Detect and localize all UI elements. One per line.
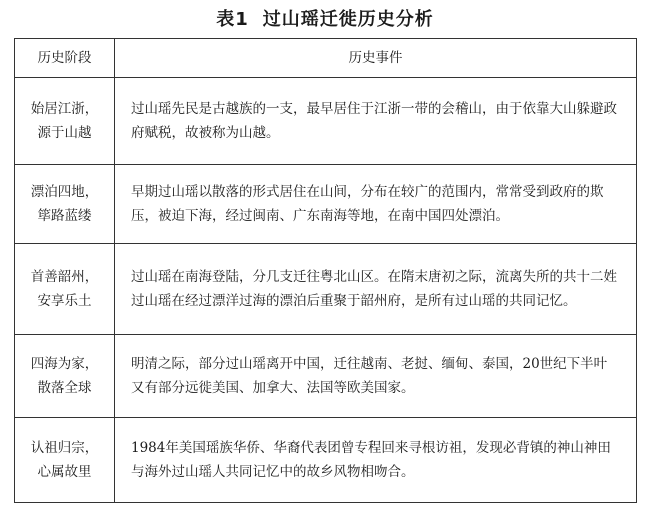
stage-line: 漂泊四地， [30,184,99,200]
table-row [15,418,637,503]
table-caption: 过山瑶迁徙历史分析 [262,9,434,30]
stage-line: 认祖归宗， [30,440,99,456]
stage-line: 始居江浙， [30,101,99,117]
stage-line: 四海为家， [30,356,99,372]
event-cell [115,244,637,335]
table-row [15,165,637,244]
table-number: 表1 [216,9,249,30]
stage-cell [15,335,115,418]
stage-line: 安享乐土 [37,293,92,309]
stage-line: 首善韶州， [30,269,99,285]
stage-cell [15,165,115,244]
event-cell [115,165,637,244]
table-row [15,78,637,165]
event-text: 早期过山瑶以散落的形式居住在山间，分布在较广的范围内，常常受到政府的欺压，被迫下海，经过闽南、广东南海等地，在南中国四处漂泊。 [131,184,604,224]
event-text: 过山瑶在南海登陆，分几支迁往粤北山区。在隋末唐初之际，流离失所的共十二姓过山瑶在经过漂洋过海的漂泊后重聚于韶州府，是所有过山瑶的共同记忆。 [131,269,617,309]
event-text: 过山瑶先民是古越族的一支，最早居住于江浙一带的会稽山，由于依靠大山躲避政府赋税，故被称为山越。 [131,101,617,141]
stage-line: 源于山越 [37,125,92,141]
event-text: 1984年美国瑶族华侨、华裔代表团曾专程回来寻根访祖，发现必背镇的神山神田与海外过山瑶人共同记忆中的故乡风物相吻合。 [131,440,611,480]
migration-history-table [14,38,637,503]
table-title [0,8,650,32]
event-cell [115,418,637,503]
stage-line: 散落全球 [37,380,92,396]
stage-line: 筚路蓝缕 [37,208,92,224]
event-cell [115,78,637,165]
stage-cell [15,78,115,165]
header-stage: 历史阶段 [15,39,115,78]
stage-cell [15,244,115,335]
table-row [15,335,637,418]
event-cell [115,335,637,418]
event-text: 明清之际，部分过山瑶离开中国，迁往越南、老挝、缅甸、泰国，20世纪下半叶又有部分远徙美国、加拿大、法国等欧美国家。 [131,356,608,396]
stage-cell [15,418,115,503]
table-header-row [15,39,637,78]
header-event: 历史事件 [115,39,637,78]
table-row [15,244,637,335]
stage-line: 心属故里 [37,464,92,480]
